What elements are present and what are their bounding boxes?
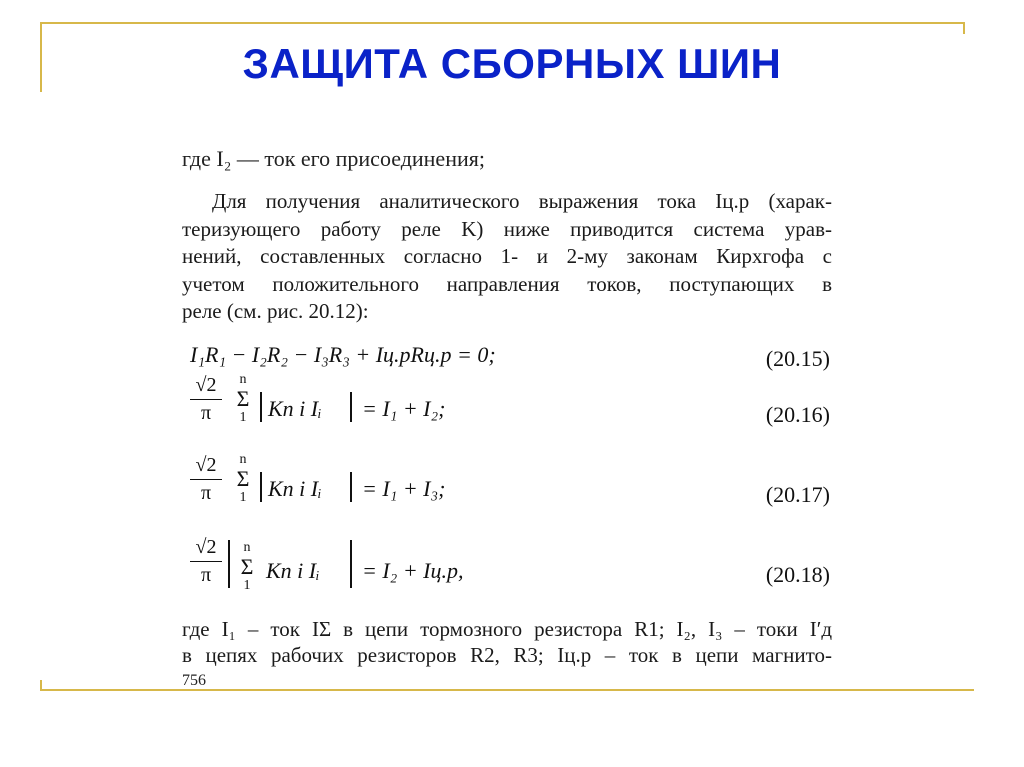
sqrt2-over-pi: $\frac{√2}{\pi}$ (190, 374, 222, 425)
sqrt2-over-pi: $\frac{√2}{\pi}$ (190, 536, 222, 587)
intro-paragraph (182, 188, 832, 326)
sum-term: Kп i Iᵢ (268, 396, 322, 421)
equation-20-16 (190, 372, 840, 452)
equation-formula: I₁R₁ − I₂R₂ − I₃R₃ + Iц.рRц.р = 0; (190, 342, 496, 367)
paragraph-line: где I₁ – ток IΣ в цепи тормозного резистора R1; I₂, I₃ – токи I′д (182, 617, 832, 641)
equation-number: (20.17) (765, 482, 830, 507)
paragraph-line: теризующего работу реле K) ниже приводится система урав- (182, 216, 832, 241)
sqrt2-over-pi: $\frac{√2}{\pi}$ (190, 454, 222, 505)
paragraph-line: нений, составленных согласно 1- и 2-му законам Кирхгофа с (182, 244, 832, 268)
frame-bottom-left-tick (40, 680, 42, 691)
equation-20-17 (190, 452, 840, 532)
summation: n Σ 1 (236, 452, 250, 505)
equation-rhs: = I₂ + Iц.р, (362, 558, 464, 583)
paragraph-line: учетом положительного направления токов, поступающих в (182, 271, 832, 296)
frame-right-tick (963, 22, 965, 34)
summation: n Σ 1 (236, 372, 250, 425)
cut-off-line: где I₂ — ток его присоединения; (182, 146, 485, 171)
summation: n Σ 1 (240, 540, 254, 593)
abs-bar-right (350, 472, 352, 502)
paragraph-line: Для получения аналитического выражения тока Iц.р (харак- (212, 189, 832, 213)
equation-rhs: = I₁ + I₂; (362, 396, 446, 421)
abs-bar-right (350, 540, 352, 588)
equation-20-18 (190, 532, 840, 612)
abs-bar-left (228, 540, 230, 588)
paragraph-line: реле (см. рис. 20.12): (182, 299, 369, 323)
frame-bottom-line (40, 689, 974, 691)
equation-number: (20.15) (765, 346, 830, 371)
equation-number: (20.18) (765, 562, 830, 587)
abs-bar-left (260, 472, 262, 502)
frame-top-line (40, 22, 964, 24)
equation-rhs: = I₁ + I₃; (362, 476, 446, 501)
sum-term: Kп i Iᵢ (268, 476, 322, 501)
abs-bar-left (260, 392, 262, 422)
sum-term: Kп i Iᵢ (266, 558, 320, 583)
closing-paragraph (182, 616, 832, 668)
page-number: 756 (182, 672, 206, 689)
abs-bar-right (350, 392, 352, 422)
paragraph-line: в цепях рабочих резисторов R2, R3; Iц.р – ток в цепи магнито- (182, 643, 832, 667)
slide-title: ЗАЩИТА СБОРНЫХ ШИН (242, 40, 782, 87)
equation-number: (20.16) (765, 402, 830, 427)
